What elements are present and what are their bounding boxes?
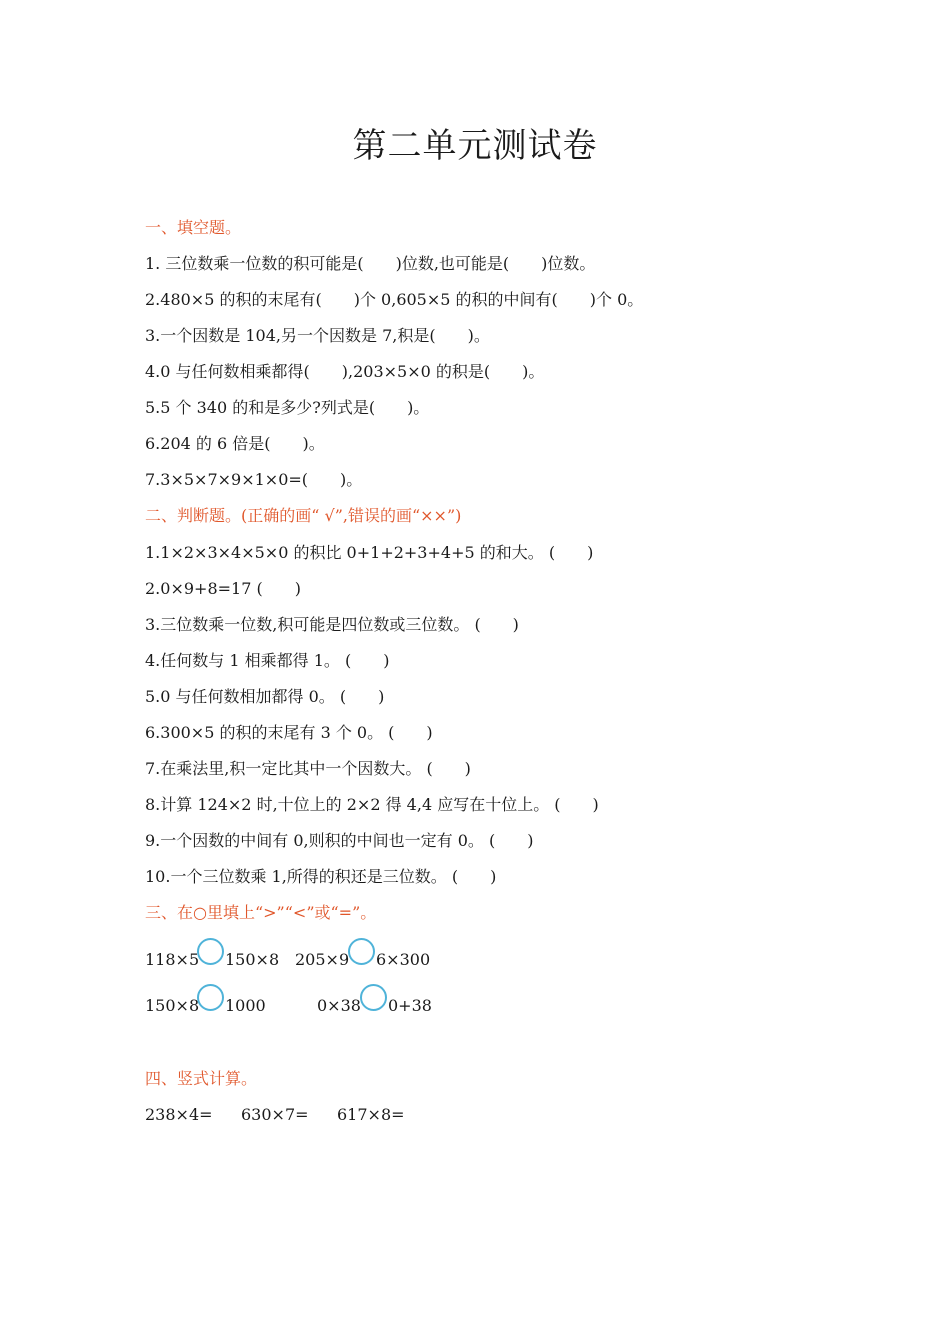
fill-item: 7.3×5×7×9×1×0=( )。 — [145, 470, 363, 489]
judge-item: 4.任何数与 1 相乘都得 1。 ( ) — [145, 651, 390, 670]
judge-item: 7.在乘法里,积一定比其中一个因数大。 ( ) — [145, 759, 471, 778]
section-heading-compare: 三、在○里填上“>”“<”或“=”。 — [145, 903, 377, 922]
compare-expression: 6×300 — [376, 950, 431, 969]
fill-item: 6.204 的 6 倍是( )。 — [145, 434, 325, 453]
section-heading-fill: 一、填空题。 — [145, 218, 242, 237]
judge-item: 2.0×9+8=17 ( ) — [145, 579, 301, 598]
answer-circle[interactable] — [360, 984, 387, 1011]
judge-item: 3.三位数乘一位数,积可能是四位数或三位数。 ( ) — [145, 615, 519, 634]
answer-circle[interactable] — [197, 938, 224, 965]
fill-item: 5.5 个 340 的和是多少?列式是( )。 — [145, 398, 430, 417]
judge-item: 8.计算 124×2 时,十位上的 2×2 得 4,4 应写在十位上。 ( ) — [145, 795, 599, 814]
compare-expression: 0+38 — [388, 996, 432, 1015]
fill-item: 4.0 与任何数相乘都得( ),203×5×0 的积是( )。 — [145, 362, 545, 381]
page-title: 第二单元测试卷 — [352, 126, 598, 166]
compare-expression: 1000 — [225, 996, 266, 1015]
compare-expression: 205×9 — [295, 950, 350, 969]
answer-circle[interactable] — [348, 938, 375, 965]
section-heading-vertical: 四、竖式计算。 — [145, 1069, 258, 1088]
vertical-calc-item: 617×8= — [337, 1105, 405, 1124]
judge-item: 5.0 与任何数相加都得 0。 ( ) — [145, 687, 385, 706]
judge-item: 1.1×2×3×4×5×0 的积比 0+1+2+3+4+5 的和大。 ( ) — [145, 543, 594, 562]
fill-item: 1. 三位数乘一位数的积可能是( )位数,也可能是( )位数。 — [145, 254, 596, 273]
vertical-calc-item: 630×7= — [241, 1105, 309, 1124]
fill-item: 2.480×5 的积的末尾有( )个 0,605×5 的积的中间有( )个 0。 — [145, 290, 644, 309]
compare-expression: 150×8 — [145, 996, 200, 1015]
compare-expression: 0×38 — [317, 996, 361, 1015]
section-heading-judge: 二、判断题。(正确的画“ √”,错误的画“××”) — [145, 506, 462, 525]
compare-expression: 118×5 — [145, 950, 200, 969]
answer-circle[interactable] — [197, 984, 224, 1011]
judge-item: 10.一个三位数乘 1,所得的积还是三位数。 ( ) — [145, 867, 497, 886]
judge-item: 9.一个因数的中间有 0,则积的中间也一定有 0。 ( ) — [145, 831, 534, 850]
judge-item: 6.300×5 的积的末尾有 3 个 0。 ( ) — [145, 723, 433, 742]
vertical-calc-item: 238×4= — [145, 1105, 213, 1124]
compare-expression: 150×8 — [225, 950, 280, 969]
fill-item: 3.一个因数是 104,另一个因数是 7,积是( )。 — [145, 326, 490, 345]
